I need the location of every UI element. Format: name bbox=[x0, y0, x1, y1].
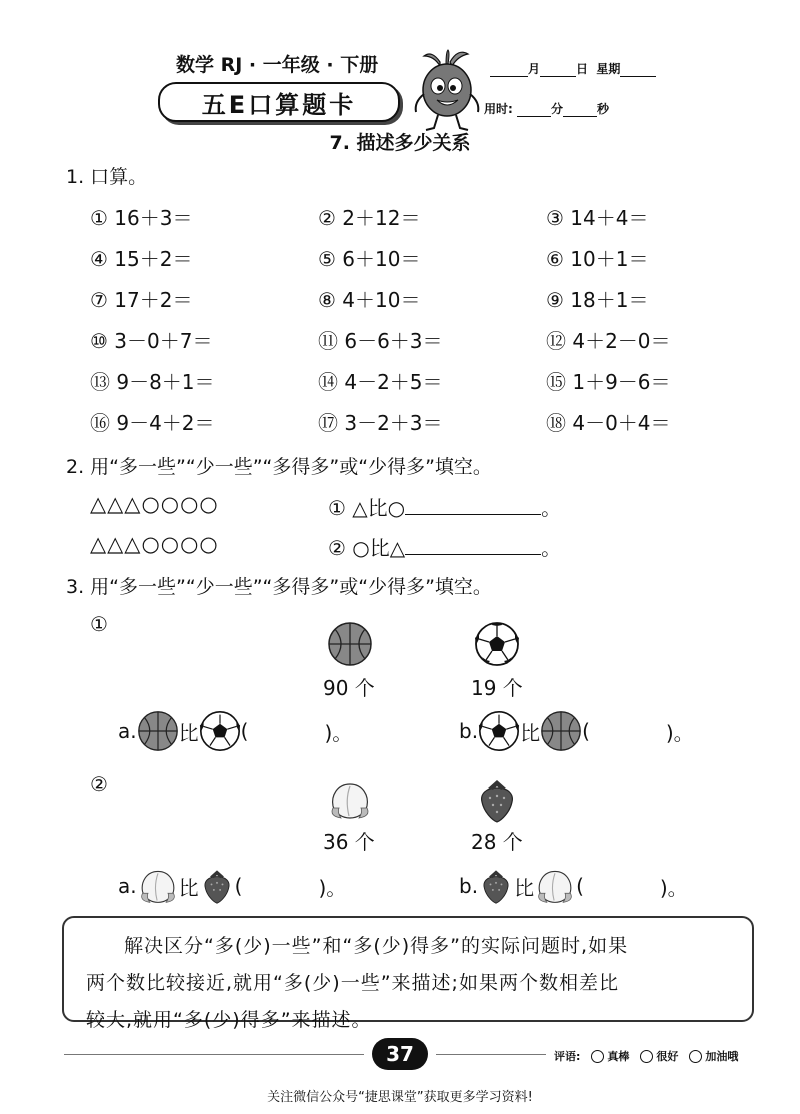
soccer-ball-icon bbox=[478, 710, 520, 752]
bi-text: 比 bbox=[178, 875, 199, 900]
paren-close: )。 bbox=[324, 720, 353, 745]
peach-icon bbox=[327, 778, 373, 822]
bi-text: 比 bbox=[178, 720, 199, 745]
peach-count: 36 个 bbox=[323, 830, 375, 854]
tip-line: 两个数比较接近,就用“多(少)一些”来描述;如果两个数相差比 bbox=[86, 972, 619, 994]
a-label: a. bbox=[118, 874, 137, 898]
minute-label: 分 bbox=[551, 102, 564, 116]
problem: ⑤ 6＋10＝ bbox=[318, 247, 421, 271]
soccer-count: 19 个 bbox=[471, 676, 523, 700]
basketball-icon bbox=[540, 710, 582, 752]
strawberry-icon bbox=[474, 776, 520, 824]
strawberry-count: 28 个 bbox=[471, 830, 523, 854]
fill-question-1 bbox=[328, 492, 561, 521]
answer-blank[interactable] bbox=[405, 494, 541, 515]
paren-open: ( bbox=[240, 719, 249, 743]
problem: ⑯ 9－4＋2＝ bbox=[90, 411, 215, 435]
problem: ⑦ 17＋2＝ bbox=[90, 288, 193, 312]
compare-b-1 bbox=[459, 710, 694, 752]
day-label: 日 bbox=[576, 62, 589, 76]
time-fields bbox=[484, 100, 609, 117]
part2-marker: ② bbox=[90, 772, 108, 796]
tip-line: 解决区分“多(少)一些”和“多(少)得多”的实际问题时,如果 bbox=[124, 935, 629, 957]
paren-close: )。 bbox=[665, 720, 694, 745]
smile-face-icon[interactable] bbox=[640, 1050, 653, 1063]
problem: ⑧ 4＋10＝ bbox=[318, 288, 421, 312]
fill-question-2 bbox=[328, 532, 561, 561]
footer-rule bbox=[64, 1054, 364, 1055]
question-text: ② ○比△ bbox=[328, 536, 406, 560]
problem: ② 2＋12＝ bbox=[318, 206, 421, 230]
period: 。 bbox=[541, 536, 562, 560]
problem: ⑬ 9－8＋1＝ bbox=[90, 370, 215, 394]
footer-rule bbox=[436, 1054, 546, 1055]
basketball-count: 90 个 bbox=[323, 676, 375, 700]
problem: ⑨ 18＋1＝ bbox=[546, 288, 649, 312]
effort-face-icon[interactable] bbox=[689, 1050, 702, 1063]
problem: ⑫ 4＋2－0＝ bbox=[546, 329, 671, 353]
series-label: 数学 RJ · 一年级 · 下册 bbox=[176, 54, 379, 76]
smiley-face-icon[interactable] bbox=[591, 1050, 604, 1063]
rating-label: 评语: bbox=[554, 1050, 581, 1063]
basketball-icon bbox=[327, 621, 373, 667]
paren-close: )。 bbox=[659, 875, 688, 900]
section2-heading: 2. 用“多一些”“少一些”“多得多”或“少得多”填空。 bbox=[66, 456, 492, 478]
second-label: 秒 bbox=[597, 102, 610, 116]
paren-open: ( bbox=[582, 719, 590, 743]
tip-line: 较大,就用“多(少)得多”来描述。 bbox=[86, 1009, 372, 1031]
part1-marker: ① bbox=[90, 612, 108, 636]
basketball-icon bbox=[137, 710, 179, 752]
strawberry-icon bbox=[199, 866, 235, 906]
compare-a-1 bbox=[118, 710, 352, 752]
rating-good: 很好 bbox=[656, 1050, 679, 1063]
weekday-blank[interactable] bbox=[620, 76, 656, 77]
problem: ⑥ 10＋1＝ bbox=[546, 247, 649, 271]
problem: ⑭ 4－2＋5＝ bbox=[318, 370, 443, 394]
tip-box bbox=[62, 916, 754, 1031]
section3-heading: 3. 用“多一些”“少一些”“多得多”或“少得多”填空。 bbox=[66, 576, 492, 598]
a-label: a. bbox=[118, 719, 137, 743]
strawberry-icon bbox=[478, 866, 514, 906]
problem: ⑪ 6－6＋3＝ bbox=[318, 329, 443, 353]
second-blank[interactable] bbox=[563, 116, 597, 117]
mascot-illustration bbox=[410, 48, 484, 132]
rating-row bbox=[554, 1048, 738, 1064]
problem: ④ 15＋2＝ bbox=[90, 247, 193, 271]
rating-keep-going: 加油哦 bbox=[705, 1050, 739, 1063]
soccer-ball-icon bbox=[199, 710, 241, 752]
day-blank[interactable] bbox=[540, 76, 576, 77]
question-text: ① △比○ bbox=[328, 496, 406, 520]
peach-icon bbox=[534, 866, 576, 906]
period: 。 bbox=[541, 496, 562, 520]
bottom-note: 关注微信公众号“捷思课堂”获取更多学习资料! bbox=[267, 1090, 533, 1105]
minute-blank[interactable] bbox=[517, 116, 551, 117]
problem: ⑮ 1＋9－6＝ bbox=[546, 370, 671, 394]
weekday-label: 星期 bbox=[596, 62, 621, 76]
card-title: 五E口算题卡 bbox=[158, 82, 400, 122]
month-label: 月 bbox=[528, 62, 541, 76]
lesson-title: 7. 描述多少关系 bbox=[329, 132, 471, 154]
soccer-ball-icon bbox=[474, 621, 520, 667]
month-blank[interactable] bbox=[490, 76, 528, 77]
paren-close: )。 bbox=[318, 875, 347, 900]
peach-icon bbox=[137, 866, 179, 906]
compare-a-2 bbox=[118, 866, 346, 906]
shape-row: △△△○○○○ bbox=[90, 532, 219, 556]
time-label: 用时: bbox=[484, 102, 513, 116]
bi-text: 比 bbox=[514, 875, 535, 900]
paren-open: ( bbox=[234, 874, 243, 898]
answer-blank[interactable] bbox=[405, 534, 541, 555]
compare-b-2 bbox=[459, 866, 688, 906]
b-label: b. bbox=[459, 874, 479, 898]
problem: ① 16＋3＝ bbox=[90, 206, 193, 230]
problem: ③ 14＋4＝ bbox=[546, 206, 649, 230]
shape-row: △△△○○○○ bbox=[90, 492, 219, 516]
b-label: b. bbox=[459, 719, 479, 743]
paren-open: ( bbox=[576, 874, 584, 898]
date-fields bbox=[490, 60, 656, 77]
problem: ⑱ 4－0＋4＝ bbox=[546, 411, 671, 435]
problem: ⑰ 3－2＋3＝ bbox=[318, 411, 443, 435]
bi-text: 比 bbox=[520, 720, 541, 745]
problem: ⑩ 3－0＋7＝ bbox=[90, 329, 213, 353]
page-number: 37 bbox=[372, 1038, 428, 1070]
rating-great: 真棒 bbox=[607, 1050, 630, 1063]
section1-heading: 1. 口算。 bbox=[66, 166, 148, 188]
